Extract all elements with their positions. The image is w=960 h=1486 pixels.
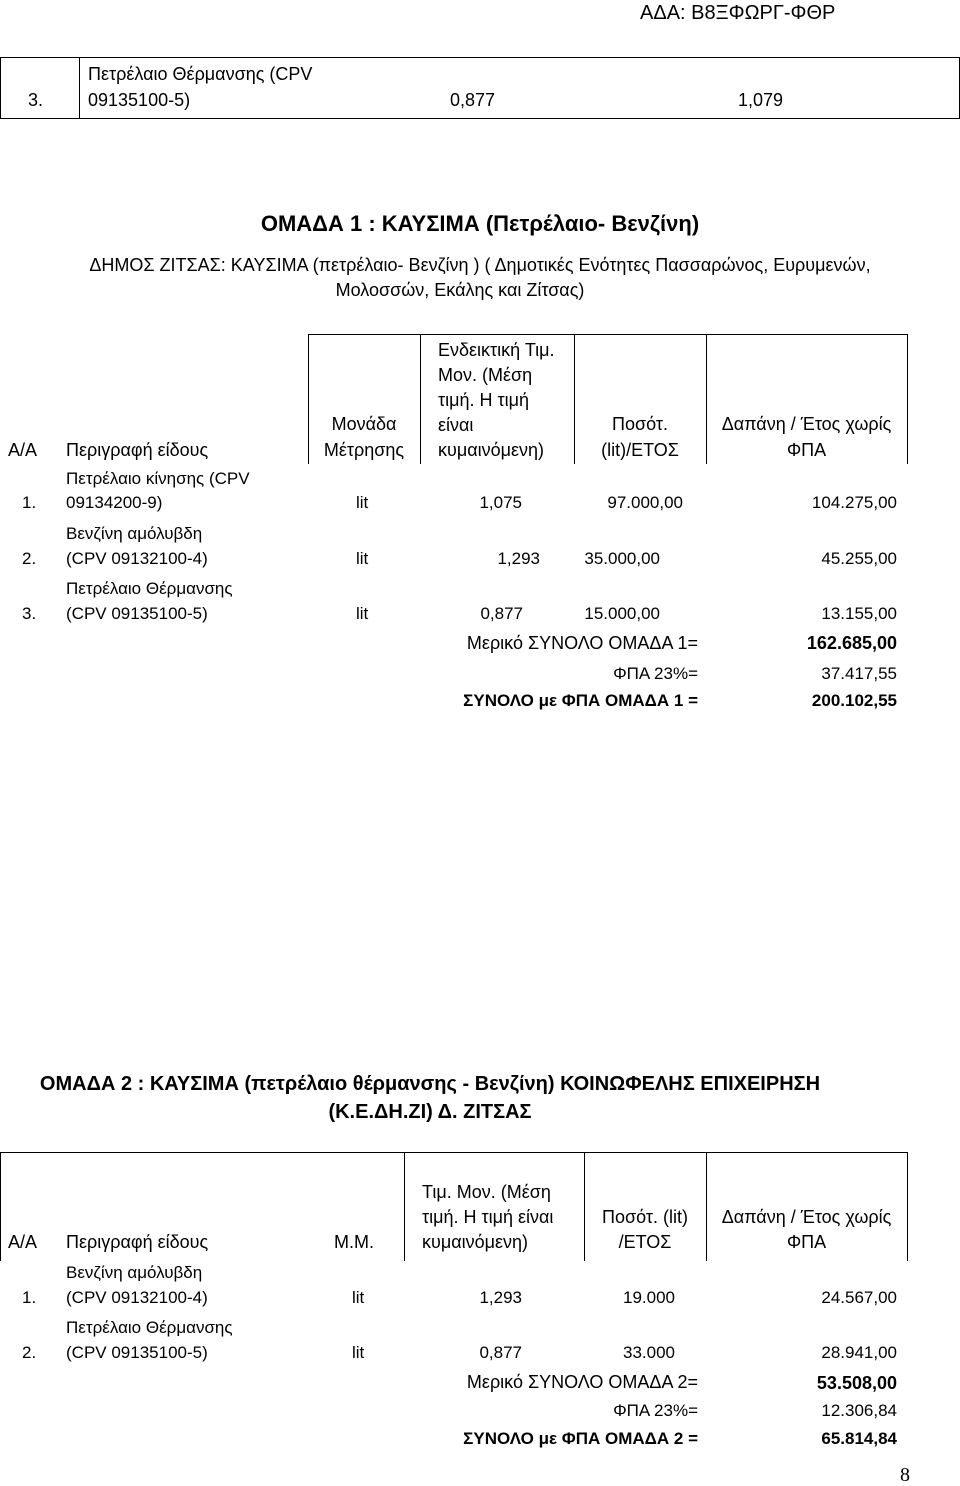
top-row-number: 3. [28,90,44,110]
group1-header-price-line3: τιμή. Η τιμή [438,390,529,410]
group2-header-price-line1: Τιμ. Μον. (Μέση [422,1182,551,1202]
group1-title: ΟΜΑΔΑ 1 : ΚΑΥΣΙΜΑ (Πετρέλαιο- Βενζίνη) [260,211,700,236]
group1-row3-desc-line2: (CPV 09135100-5) [66,604,208,623]
group1-row3-unit: lit [356,604,369,623]
group1-row1-price: 1,075 [479,493,522,512]
group1-row2-number: 2. [22,549,37,568]
group2-header-top-border [0,1152,908,1153]
page-number: 8 [900,1464,910,1486]
group1-header-cost-line2: ΦΠΑ [786,440,827,460]
group1-header-qty-line2: (lit)/ΕΤΟΣ [601,440,679,460]
group2-row1-desc-line1: Βενζίνη αμόλυβδη [66,1263,203,1282]
group2-vat-label: ΦΠΑ 23%= [613,1401,698,1420]
group2-vat-value: 12.306,84 [821,1401,897,1420]
group2-col-cost-right [907,1152,908,1261]
group2-header-cost-line2: ΦΠΑ [786,1232,827,1252]
top-row-price: 0,877 [449,90,495,110]
group1-subtitle-line1: ΔΗΜΟΣ ΖΙΤΣΑΣ: ΚΑΥΣΙΜΑ (πετρέλαιο- Βενζίνη ) ( Δημοτικές Ενότητες Πασσαρώνος, Ευρυμενών, [89,255,871,275]
group2-header-price-line3: κυμαινόμενη) [422,1232,529,1252]
group1-row1-qty: 97.000,00 [607,493,683,512]
group2-row1-qty: 19.000 [623,1288,675,1307]
group1-row3-qty: 15.000,00 [584,604,660,623]
group1-total-value: 200.102,55 [811,691,897,710]
group2-header-qty-line1: Ποσότ. (lit) [602,1207,688,1227]
group2-row2-number: 2. [22,1343,37,1362]
group2-row1-unit: lit [352,1288,365,1307]
group2-title-line1: ΟΜΑΔΑ 2 : ΚΑΥΣΙΜΑ (πετρέλαιο θέρμανσης - Βενζίνη) ΚΟΙΝΩΦΕΛΗΣ ΕΠΙΧΕΙΡΗΣΗ [39,1073,821,1095]
group1-row3-desc-line1: Πετρέλαιο Θέρμανσης [66,579,233,598]
group1-row3-number: 3. [22,604,37,623]
group2-row1-price: 1,293 [479,1288,522,1307]
group2-header-unit: Μ.Μ. [334,1232,374,1252]
group2-header-desc: Περιγραφή είδους [66,1232,209,1252]
group1-header-qty-line1: Ποσότ. [612,414,668,434]
group1-row3-cost: 13.155,00 [821,604,897,623]
group1-header-top-border [308,334,908,335]
group1-header-price-line4: είναι [438,415,474,435]
group1-subtitle-line2: Μολοσσών, Εκάλης και Ζίτσας) [335,280,585,300]
group1-vat-value: 37.417,55 [821,664,897,683]
group2-col-aa-left [0,1152,1,1261]
group2-header-price-line2: τιμή. Η τιμή είναι [422,1207,554,1227]
group2-row1-cost: 24.567,00 [821,1288,897,1307]
group1-row2-cost: 45.255,00 [821,549,897,568]
group1-header-unit-line2: Μέτρησης [323,440,405,460]
group2-header-qty-line2: /ΕΤΟΣ [618,1232,672,1252]
group2-header-aa: Α/Α [8,1232,38,1252]
group2-subtotal-label: Μερικό ΣΥΝΟΛΟ ΟΜΑΔΑ 2= [466,1372,698,1392]
group1-subtotal-value: 162.685,00 [806,633,897,653]
group2-total-label: ΣΥΝΟΛΟ με ΦΠΑ ΟΜΑΔΑ 2 = [463,1429,698,1448]
group1-row2-desc-line2: (CPV 09132100-4) [66,549,208,568]
group2-total-value: 65.814,84 [821,1429,897,1448]
group2-row1-desc-line2: (CPV 09132100-4) [66,1288,208,1307]
group2-col-price-left [404,1152,405,1261]
group2-row2-desc-line2: (CPV 09135100-5) [66,1343,208,1362]
group2-row2-price: 0,877 [479,1343,522,1362]
group1-row3-price: 0,877 [480,604,523,623]
group2-row2-cost: 28.941,00 [821,1343,897,1362]
top-row-value: 1,079 [737,90,783,110]
group1-row1-desc-line2: 09134200-9) [66,493,163,512]
group1-header-price-line1: Ενδεικτική Τιμ. [438,340,555,360]
group1-total-label: ΣΥΝΟΛΟ με ΦΠΑ ΟΜΑΔΑ 1 = [463,691,698,710]
group1-row2-price: 1,293 [497,549,540,568]
group2-row2-desc-line1: Πετρέλαιο Θέρμανσης [66,1318,233,1337]
top-row-divider [79,57,80,119]
group2-title-line2: (Κ.Ε.ΔΗ.ΖΙ) Δ. ΖΙΤΣΑΣ [328,1101,532,1123]
group2-row2-unit: lit [352,1343,365,1362]
group2-row1-number: 1. [22,1288,37,1307]
group1-row2-desc-line1: Βενζίνη αμόλυβδη [66,524,203,543]
group1-header-cost-line1: Δαπάνη / Έτος χωρίς [721,414,892,434]
group1-header-price-line2: Μον. (Μέση [438,365,533,385]
group2-header-cost-line1: Δαπάνη / Έτος χωρίς [721,1207,892,1227]
group1-row1-cost: 104.275,00 [811,493,897,512]
group1-header-desc: Περιγραφή είδους [66,440,209,460]
doc-reference: ΑΔΑ: Β8ΞΦΩΡΓ-ΦΘΡ [640,2,836,24]
group2-subtotal-value: 53.508,00 [816,1373,897,1393]
group1-header-aa: Α/Α [8,440,38,460]
group1-row2-qty: 35.000,00 [584,549,660,568]
group2-row2-qty: 33.000 [623,1343,675,1362]
group1-row2-unit: lit [356,549,369,568]
group1-subtotal-label: Μερικό ΣΥΝΟΛΟ ΟΜΑΔΑ 1= [466,633,698,653]
group1-row1-desc-line1: Πετρέλαιο κίνησης (CPV [66,469,250,488]
group1-row1-unit: lit [356,493,369,512]
top-row-desc-line2: 09135100-5) [88,90,191,110]
group1-col-cost-right [907,334,908,464]
group1-vat-label: ΦΠΑ 23%= [613,664,698,683]
group1-row1-number: 1. [22,493,37,512]
group1-header-price-line5: κυμαινόμενη) [438,440,545,460]
top-row-desc-line1: Πετρέλαιο Θέρμανσης (CPV [88,64,313,84]
group1-header-unit-line1: Μονάδα [331,414,397,434]
group1-col-price-left [420,334,421,464]
